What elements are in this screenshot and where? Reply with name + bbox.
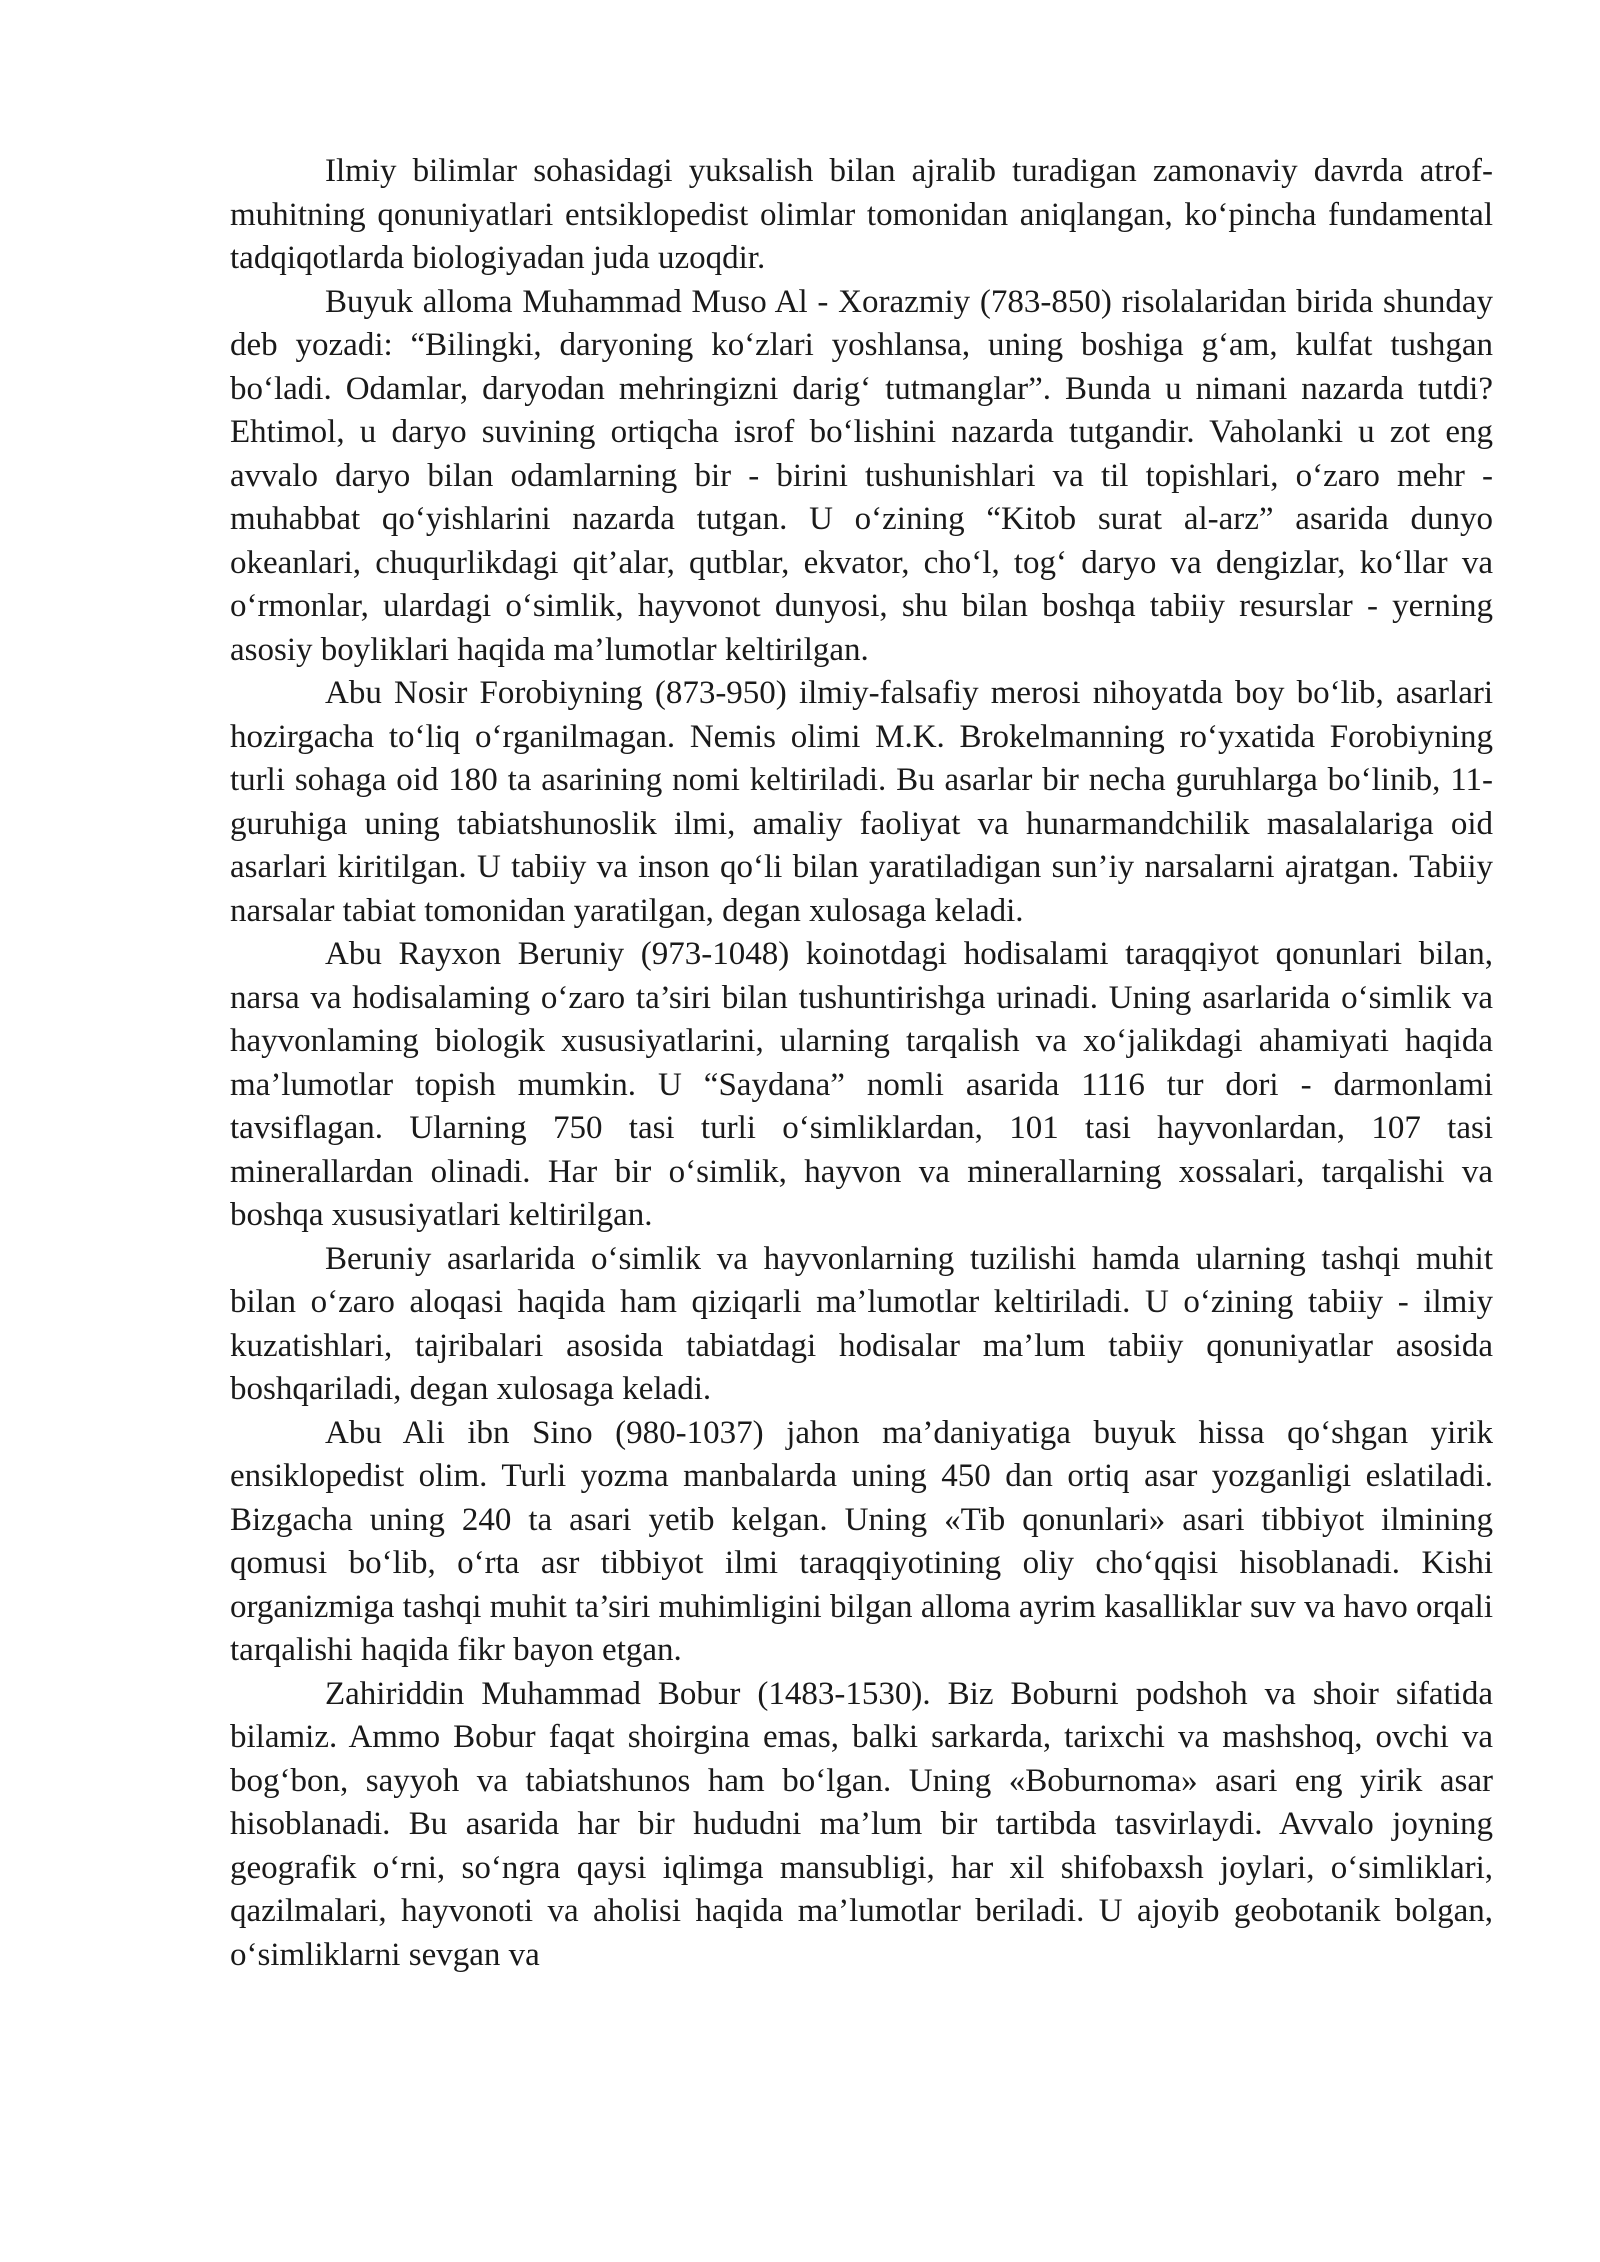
paragraph-beruniy-continued: Beruniy asarlarida o‘simlik va hayvonlarning tuzilishi hamda ularning tashqi muhit bilan o‘zaro aloqasi haqida ham qiziqarli ma’lumotlar keltiriladi. U o‘zining tabiiy - ilmiy kuzatishlari, tajribalari asosida tabiatdagi hodisalar ma’lum tabiiy qonuniyatlar asosida boshqariladi, degan xulosaga keladi. <box>230 1240 1493 1407</box>
paragraph-ibn-sino: Abu Ali ibn Sino (980-1037) jahon ma’daniyatiga buyuk hissa qo‘shgan yirik ensiklopedist olim. Turli yozma manbalarda uning 450 dan ortiq asar yozganligi eslatiladi. Bizgacha uning 240 ta asari yetib kelgan. Uning «Tib qonunlari» asari tibbiyot ilmining qomusi bo‘lib, o‘rta asr tibbiyot ilmi taraqqiyotining oliy cho‘qqisi hisoblanadi. Kishi organizmiga tashqi muhit ta’siri muhimligini bilgan alloma ayrim kasalliklar suv va havo orqali tarqalishi haqida fikr bayon etgan. <box>230 1414 1493 1668</box>
paragraph-xorazmiy-intro: Ilmiy bilimlar sohasidagi yuksalish bilan ajralib turadigan zamonaviy davrda atrof-muhitning qonuniyatlari entsiklopedist olimlar tomonidan aniqlangan, ko‘pincha fundamental tadqiqotlarda biologiyadan juda uzoqdir. <box>230 153 1493 276</box>
body-text <box>230 150 1493 1977</box>
paragraph-bobur: Zahiriddin Muhammad Bobur (1483-1530). Biz Boburni podshoh va shoir sifatida bilamiz. Ammo Bobur faqat shoirgina emas, balki sarkarda, tarixchi va mashshoq, ovchi va bog‘bon, sayyoh va tabiatshunos ham bo‘lgan. Uning «Boburnoma» asari eng yirik asar hisoblanadi. Bu asarida har bir hududni ma’lum bir tartibda tasvirlaydi. Avvalo joyning geografik o‘rni, so‘ngra qaysi iqlimga mansubligi, har xil shifobaxsh joylari, o‘simliklari, qazilmalari, hayvonoti va aholisi haqida ma’lumotlar beriladi. U ajoyib geobotanik bolgan, o‘simliklarni sevgan va <box>230 1675 1493 1973</box>
paragraph-forobiy: Abu Nosir Forobiyning (873-950) ilmiy-falsafiy merosi nihoyatda boy bo‘lib, asarlari hozirgacha to‘liq o‘rganilmagan. Nemis olimi M.K. Brokelmanning ro‘yxatida Forobiyning turli sohaga oid 180 ta asarining nomi keltiriladi. Bu asarlar bir necha guruhlarga bo‘linib, 11-guruhiga uning tabiatshunoslik ilmi, amaliy faoliyat va hunarmandchilik masalalariga oid asarlari kiritilgan. U tabiiy va inson qo‘li bilan yaratiladigan sun’iy narsalarni ajratgan. Tabiiy narsalar tabiat tomonidan yaratilgan, degan xulosaga keladi. <box>230 675 1493 929</box>
paragraph-beruniy: Abu Rayxon Beruniy (973-1048) koinotdagi hodisalami taraqqiyot qonunlari bilan, narsa va hodisalaming o‘zaro ta’siri bilan tushuntirishga urinadi. Uning asarlarida o‘simlik va hayvonlaming biologik xususiyatlarini, ularning tarqalish va xo‘jalikdagi ahamiyati haqida ma’lumotlar topish mumkin. U “Saydana” nomli asarida 1116 tur dori - darmonlami tavsiflagan. Ularning 750 tasi turli o‘simliklardan, 101 tasi hayvonlardan, 107 tasi minerallardan olinadi. Har bir o‘simlik, hayvon va minerallarning xossalari, tarqalishi va boshqa xususiyatlari keltirilgan. <box>230 936 1493 1233</box>
paragraph-xorazmiy: Buyuk alloma Muhammad Muso Al - Xorazmiy (783-850) risolalaridan birida shunday deb yozadi: “Bilingki, daryoning ko‘zlari yoshlansa, uning boshiga g‘am, kulfat tushgan bo‘ladi. Odamlar, daryodan mehringizni darig‘ tutmanglar”. Bunda u nimani nazarda tutdi? Ehtimol, u daryo suvining ortiqcha isrof bo‘lishini nazarda tutgandir. Vaholanki u zot eng avvalo daryo bilan odamlarning bir - birini tushunishlari va til topishlari, o‘zaro mehr - muhabbat qo‘yishlarini nazarda tutgan. U o‘zining “Kitob surat al-arz” asarida dunyo okeanlari, chuqurlikdagi qit’alar, qutblar, ekvator, cho‘l, tog‘ daryo va dengizlar, ko‘llar va o‘rmonlar, ulardagi o‘simlik, hayvonot dunyosi, shu bilan boshqa tabiiy resurslar - yerning asosiy boyliklari haqida ma’lumotlar keltirilgan. <box>230 283 1493 668</box>
